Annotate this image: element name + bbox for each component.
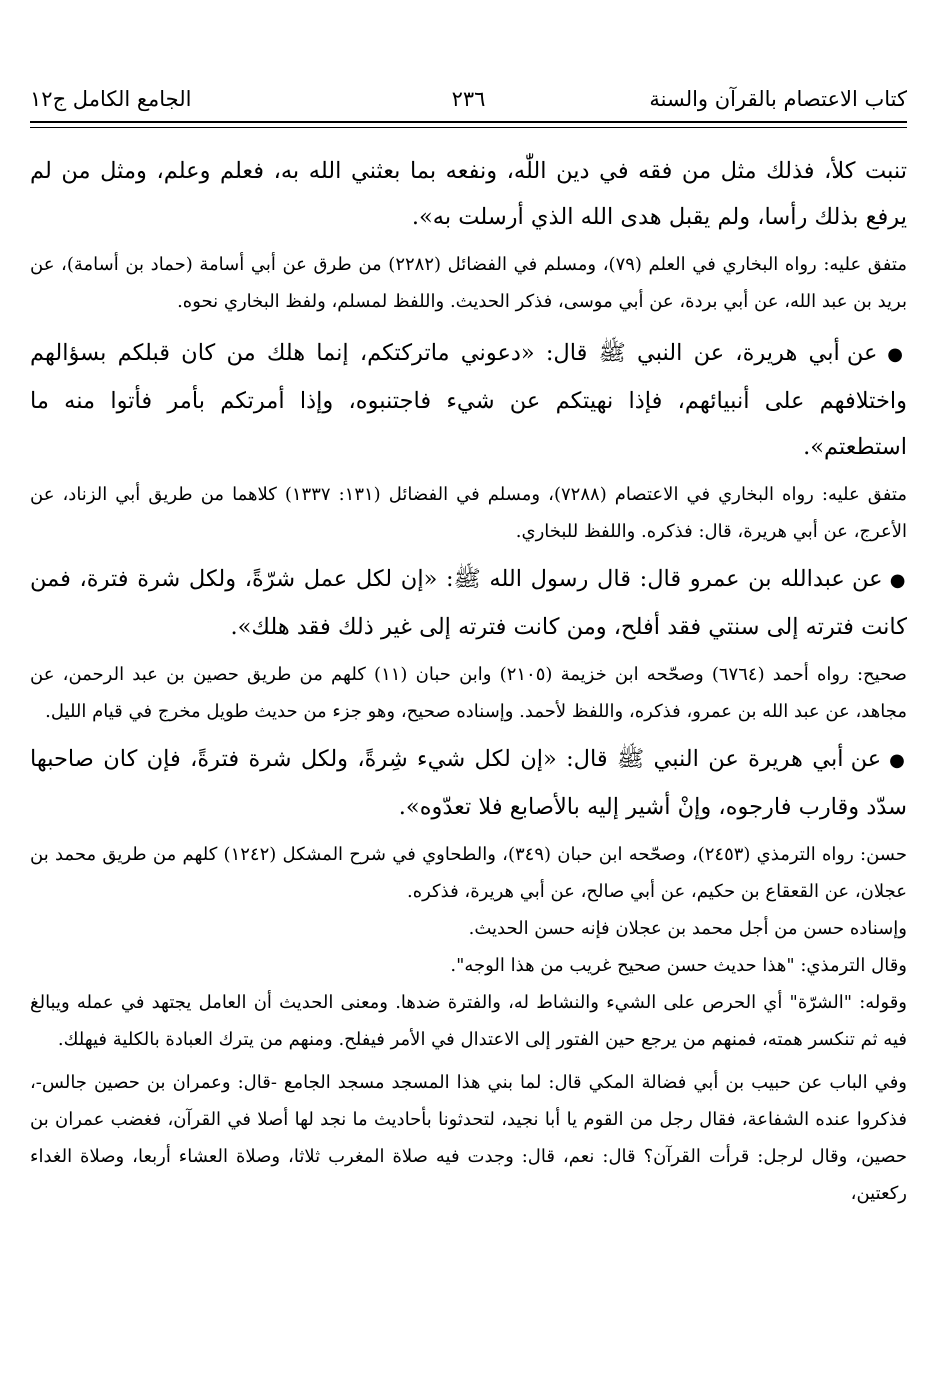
explanation-note: وقوله: "الشرّة" أي الحرص على الشيء والنشاط له، والفترة ضدها. ومعنى الحديث أن العامل يجتهد في عمله ويبالغ فيه ثم تنكسر همته، فمنهم من يرجع حين الفتور إلى الاعتدال في الأمر فيفلح. ومنهم من يترك العبادة بالكلية فيهلك.: [30, 992, 907, 1050]
book-title: كتاب الاعتصام بالقرآن والسنة: [649, 87, 907, 111]
hadith-text: ● عن عبدالله بن عمرو قال: قال رسول الله ﷺ: «إن لكل عمل شرّةً، ولكل شرة فترة، فمن كانت فترته إلى سنتي فقد أفلح، ومن كانت فترته إلى غير ذلك فقد هلك».: [30, 556, 907, 650]
takhrij-note: حسن: رواه الترمذي (٢٤٥٣)، وصحّحه ابن حبان (٣٤٩)، والطحاوي في شرح المشكل (١٢٤٢) كلهم من طريق محمد بن عجلان، عن القعقاع بن حكيم، عن أبي صالح، عن أبي هريرة، فذكره.: [30, 844, 907, 902]
tirmidhi-quote: وقال الترمذي: "هذا حديث حسن صحيح غريب من هذا الوجه".: [450, 955, 907, 976]
page-header: [30, 82, 907, 116]
page-body: [30, 148, 907, 1212]
header-rule-thin: [30, 127, 907, 128]
header-rule-thick: [30, 121, 907, 123]
takhrij-note: متفق عليه: رواه البخاري في الاعتصام (٧٢٨٨)، ومسلم في الفضائل (١٣١: ١٣٣٧) كلاهما من طريق أبي الزناد، عن الأعرج، عن أبي هريرة، قال: فذكره. واللفظ للبخاري.: [30, 484, 907, 542]
takhrij-note: صحيح: رواه أحمد (٦٧٦٤) وصحّحه ابن خزيمة (٢١٠٥) وابن حبان (١١) كلهم من طريق حصين بن عبد الرحمن، عن مجاهد، عن عبد الله بن عمرو، فذكره، واللفظ لأحمد. وإسناده صحيح، وهو جزء من حديث طويل مخرج في قيام الليل.: [30, 664, 907, 722]
hadith-text: تنبت كلأ، فذلك مثل من فقه في دين اللّٰه، ونفعه بما بعثني الله به، فعلم وعلم، ومثل من لم يرفع بذلك رأسا، ولم يقبل هدى الله الذي أرسلت به».: [30, 158, 907, 230]
hadith-text: ● عن أبي هريرة عن النبي ﷺ قال: «إن لكل شيء شِرةً، ولكل شرة فترةً، فإن كان صاحبها سدّد وقارب فارجوه، وإنْ أشير إليه بالأصابع فلا تعدّوه».: [30, 736, 907, 830]
page-number: ٢٣٦: [451, 87, 486, 111]
isnad-note: وإسناده حسن من أجل محمد بن عجلان فإنه حسن الحديث.: [468, 918, 907, 939]
takhrij-note: متفق عليه: رواه البخاري في العلم (٧٩)، ومسلم في الفضائل (٢٢٨٢) من طرق عن أبي أسامة (حماد بن أسامة)، عن بريد بن عبد الله، عن أبي بردة، عن أبي موسى، فذكر الحديث. واللفظ لمسلم، ولفظ البخاري نحوه.: [30, 254, 907, 312]
chapter-note: وفي الباب عن حبيب بن أبي فضالة المكي قال: لما بني هذا المسجد مسجد الجامع -قال: وعمران بن حصين جالس-، فذكروا عنده الشفاعة، فقال رجل من القوم يا أبا نجيد، لتحدثونا بأحاديث ما نجد لها أصلا في القرآن، فغضب عمران بن حصين، وقال لرجل: قرأت القرآن؟ قال: نعم، قال: وجدت فيه صلاة المغرب ثلاثا، وصلاة العشاء أربعا، وصلاة الغداء ركعتين،: [30, 1072, 907, 1204]
hadith-text: ● عن أبي هريرة، عن النبي ﷺ قال: «دعوني ماتركتكم، إنما هلك من كان قبلكم بسؤالهم واختلافهم على أنبيائهم، فإذا نهيتكم عن شيء فاجتنبوه، وإذا أمرتكم بأمر فأتوا منه ما استطعتم».: [30, 330, 907, 470]
series-title: الجامع الكامل ج١٢: [30, 87, 192, 111]
